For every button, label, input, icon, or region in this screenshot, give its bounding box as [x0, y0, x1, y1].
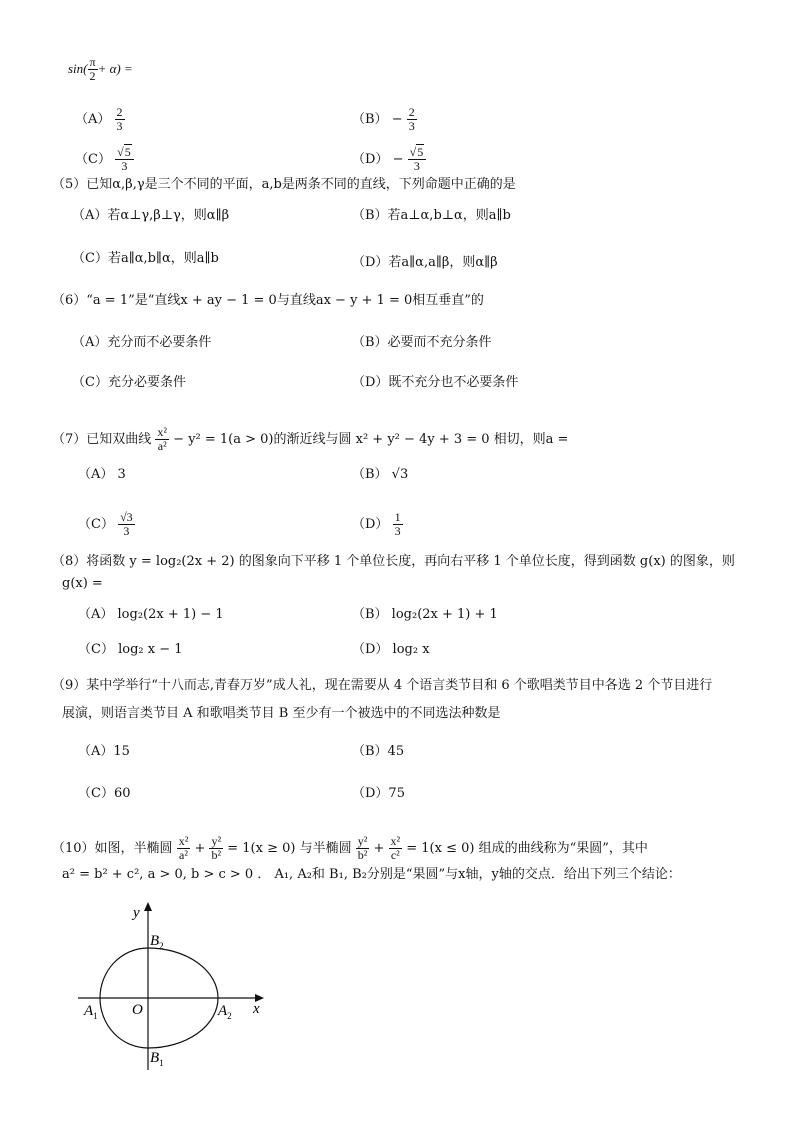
q7-stem: （7）已知双曲线 $\frac{\text{x²}}{\text{a²}}$ − y² = 1(a > 0)的渐近线与圆 x² + y² − 4y + 3 = 0 相切，则a =	[52, 425, 569, 453]
q4-option-d: （D） − $\frac{√5}{3}$	[352, 146, 426, 173]
q8-option-a: （A） log₂(2x + 1) − 1	[78, 607, 224, 622]
q4-option-b: （B） − $\frac{2}{3}$	[352, 105, 415, 133]
q5-option-d: （D）若a∥α,a∥β，则α∥β	[352, 255, 498, 270]
q8-stem-line1: （8）将函数 y = log₂(2x + 2) 的图象向下平移 1 个单位长度，再向右平移 1 个单位长度，得到函数 g(x) 的图象，则	[52, 554, 735, 569]
q8-option-c: （C） log₂ x − 1	[78, 642, 183, 657]
q10-stem-line2: a² = b² + c², a > 0, b > c > 0 ． A₁, A₂和 B₁, B₂分别是“果圆”与x轴，y轴的交点．给出下列三个结论：	[62, 867, 681, 882]
x-label: x	[253, 1001, 260, 1017]
q5-option-a: （A）若α⊥γ,β⊥γ，则α∥β	[72, 208, 230, 223]
q4-expression: sin( $\frac{\pi}{2}$ + α) =	[68, 55, 133, 83]
q6-option-b: （B）必要而不充分条件	[352, 335, 492, 350]
a1-label: $A_1$	[84, 1003, 98, 1021]
fruit-circle-figure	[70, 895, 280, 1075]
q5-stem: （5）已知α,β,γ是三个不同的平面，a,b是两条不同的直线，下列命题中正确的是	[52, 177, 516, 192]
q6-option-d: （D）既不充分也不必要条件	[352, 375, 519, 390]
q7-option-b: （B） √3	[352, 467, 409, 482]
y-label: y	[133, 905, 140, 921]
q9-stem-line1: （9）某中学举行“十八而志,青春万岁”成人礼，现在需要从 4 个语言类节目和 6 个歌唱类节目中各选 2 个节目进行	[52, 678, 713, 693]
q9-option-a: （A）15	[78, 744, 130, 759]
q9-option-c: （C）60	[78, 786, 131, 801]
q5-option-b: （B）若a⊥α,b⊥α，则a∥b	[352, 208, 511, 223]
origin-label: O	[132, 1002, 143, 1018]
q7-option-d: （D） $\frac{1}{3}$	[352, 510, 401, 538]
q8-option-b: （B） log₂(2x + 1) + 1	[352, 607, 498, 622]
q4-option-a: （A） $\frac{2}{3}$	[75, 105, 123, 133]
b2-label: $B_2$	[150, 933, 164, 951]
b1-label: $B_1$	[150, 1050, 164, 1068]
q9-option-b: （B）45	[352, 744, 405, 759]
q5-option-c: （C）若a∥α,b∥α，则a∥b	[72, 251, 219, 266]
q7-option-a: （A） 3	[78, 467, 126, 482]
q6-option-c: （C）充分必要条件	[72, 375, 186, 390]
q8-stem-line2: g(x) =	[62, 576, 103, 591]
q7-option-c: （C） $\frac{√3}{3}$	[78, 510, 133, 538]
q10-stem-line1: （10）如图，半椭圆 $\frac{\text{x²}}{\text{a²}}$ + $\frac{\text{y²}}{\text{b²}}$ = 1(x ≥ 0) 与半椭圆 $\frac{\text{y²}}{\text{b²}}$ + $\frac{\text{x²}}{\text{c²}}$ = 1(x ≤ 0) 组成的曲线称为“果圆”，其中	[52, 834, 648, 862]
q9-option-d: （D）75	[352, 786, 405, 801]
q9-stem-line2: 展演，则语言类节目 A 和歌唱类节目 B 至少有一个被选中的不同选法种数是	[62, 706, 501, 721]
q6-option-a: （A）充分而不必要条件	[72, 335, 212, 350]
q8-option-d: （D） log₂ x	[352, 642, 430, 657]
q4-option-c: （C） $\frac{√5}{3}$	[75, 146, 134, 173]
a2-label: $A_2$	[218, 1003, 232, 1021]
y-axis-arrow	[144, 902, 152, 911]
q6-stem: （6）“a = 1”是“直线x + ay − 1 = 0与直线ax − y + 1 = 0相互垂直”的	[52, 293, 484, 308]
